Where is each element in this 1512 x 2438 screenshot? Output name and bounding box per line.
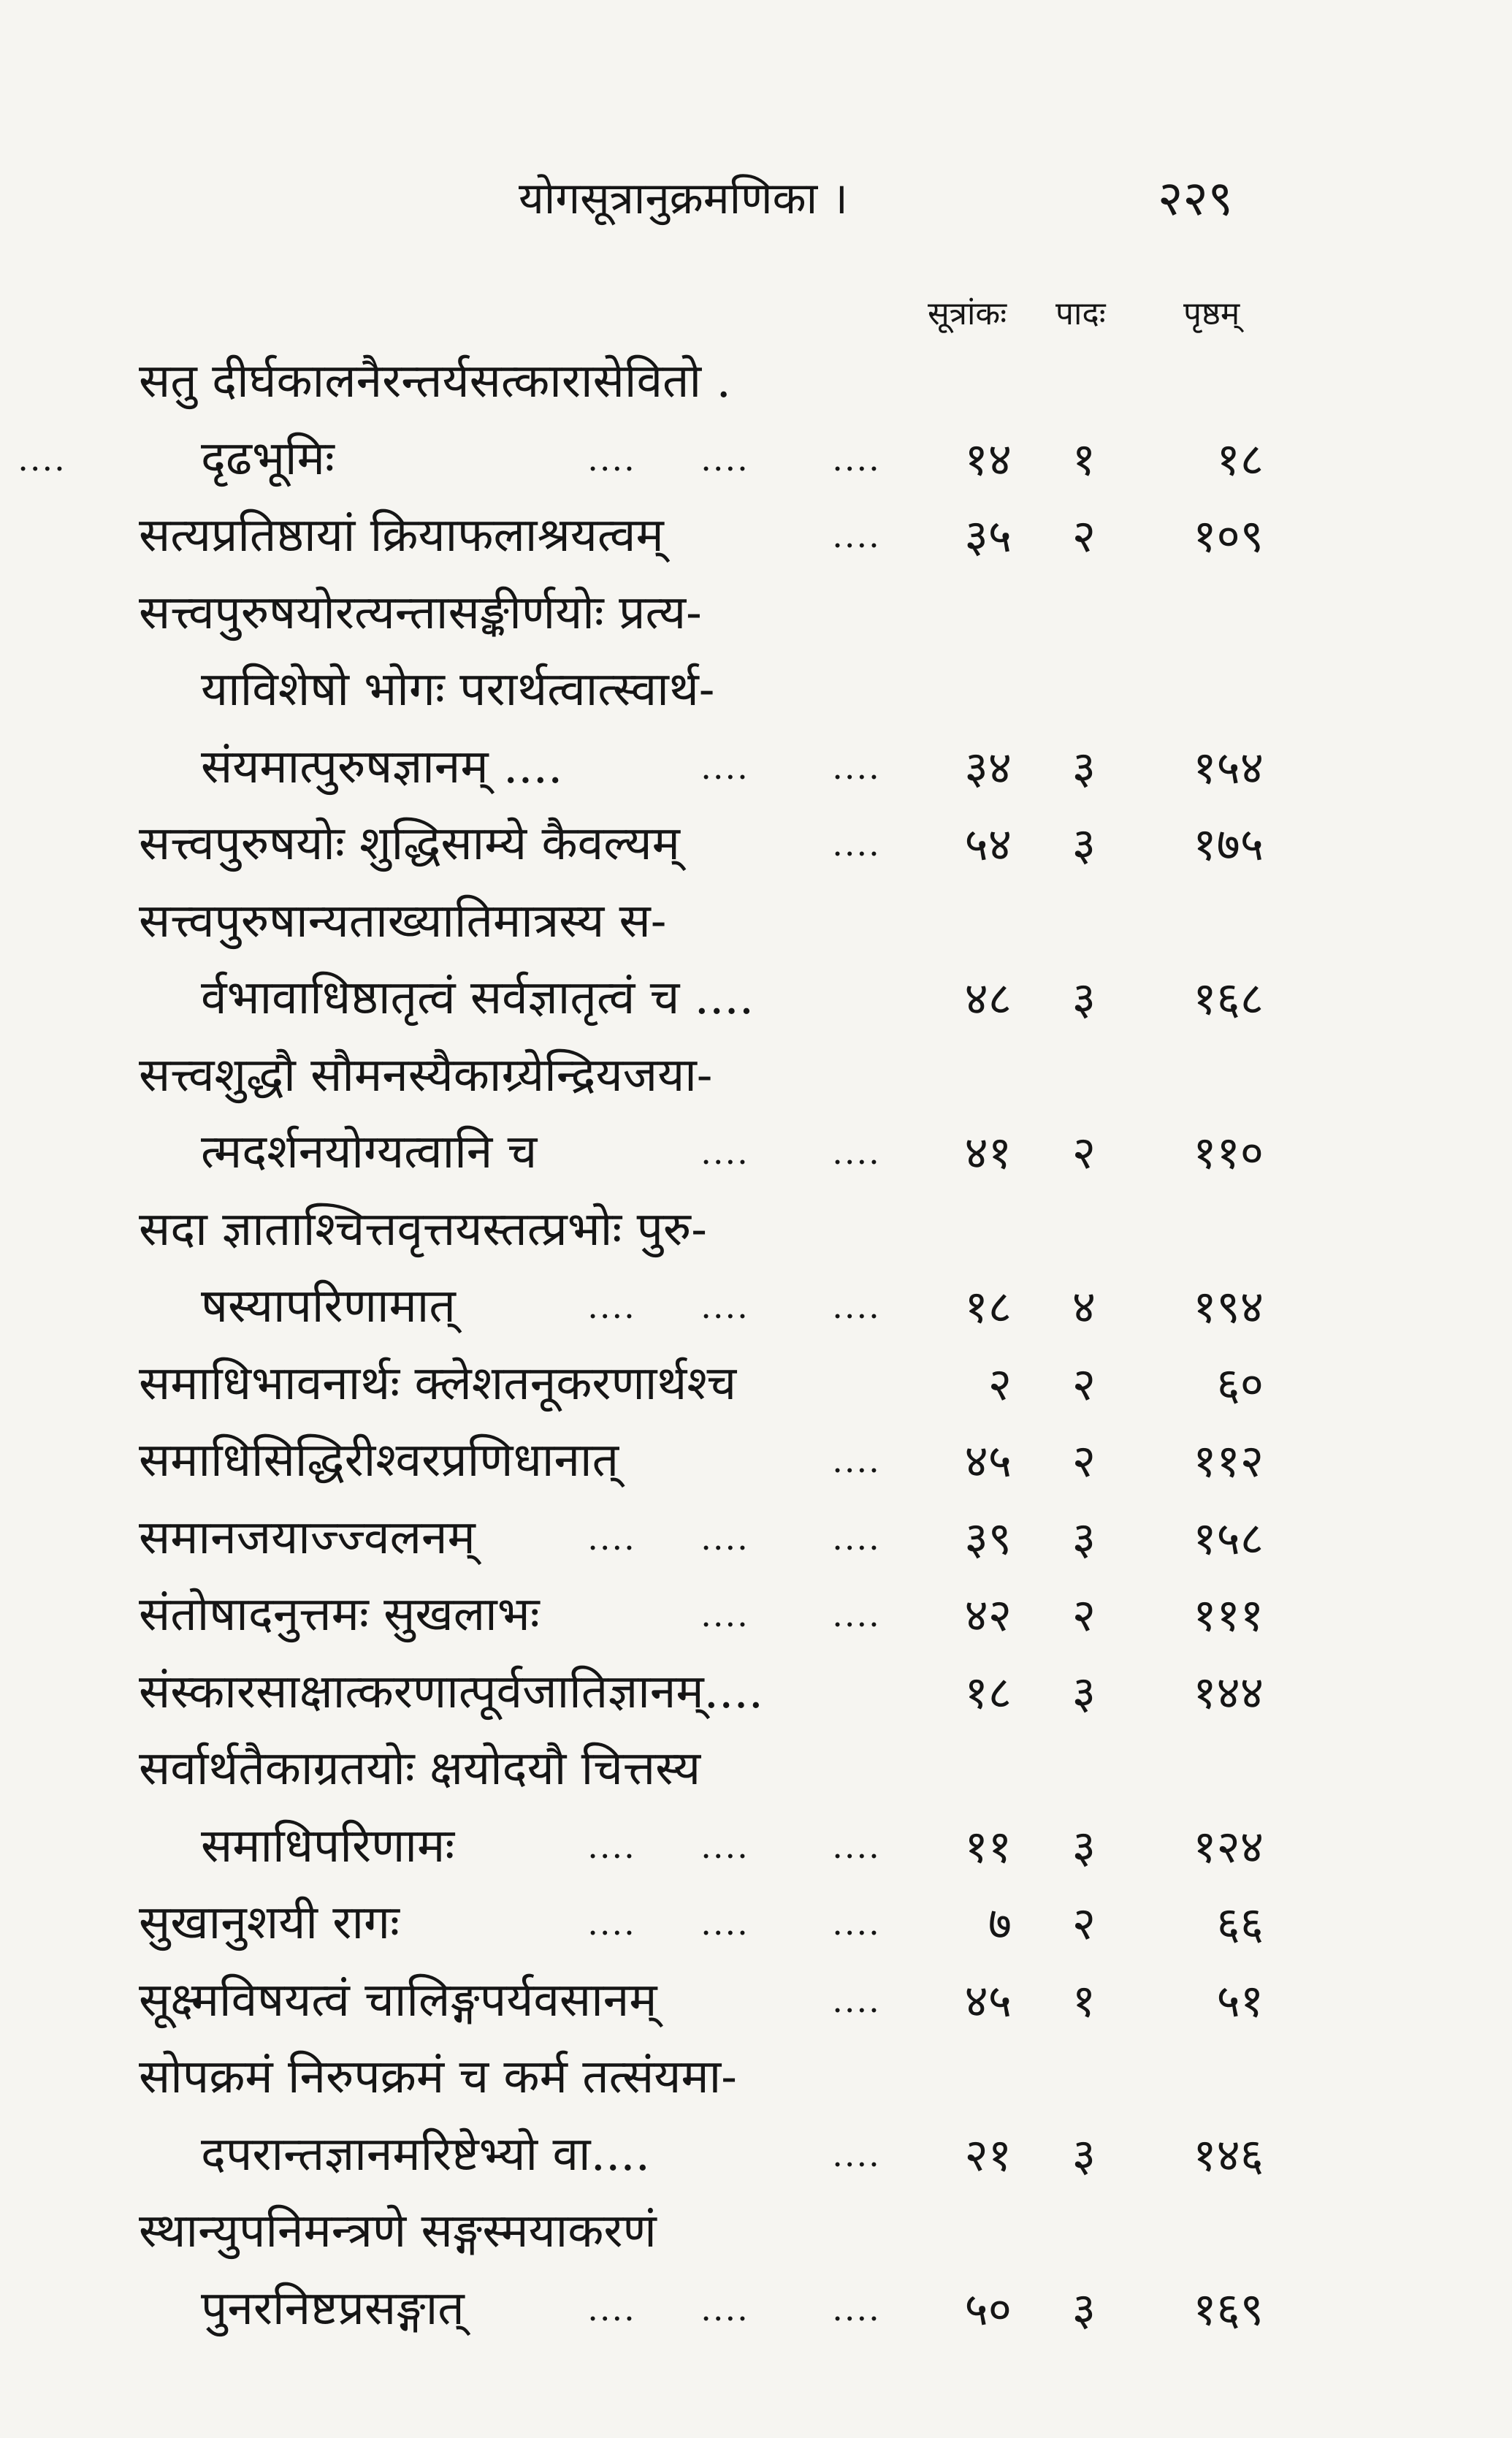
sutra-text: स्थान्युपनिमन्त्रणे सङ्गस्मयाकरणं bbox=[139, 2204, 657, 2258]
dot-leader: .... bbox=[700, 1903, 749, 1943]
entry-line bbox=[0, 2193, 1512, 2271]
dot-leader: .... bbox=[832, 1903, 881, 1943]
dot-leader: .... bbox=[587, 1287, 636, 1326]
entry-line bbox=[0, 652, 1512, 729]
dot-leader: .... bbox=[18, 438, 66, 479]
entry-line bbox=[0, 343, 1512, 421]
entry-line bbox=[0, 806, 1512, 883]
dot-leader: .... bbox=[700, 747, 749, 787]
sutra-text: समाधिपरिणामः bbox=[201, 1818, 455, 1873]
dot-leader: .... bbox=[700, 438, 749, 479]
dot-leader: .... bbox=[832, 1826, 881, 1866]
page-ref: १४६ bbox=[1193, 2127, 1264, 2182]
index-entry bbox=[0, 1037, 1512, 1192]
sutra-number: ४१ bbox=[964, 1126, 1012, 1179]
pada-number: ३ bbox=[1072, 1511, 1096, 1565]
index-entry bbox=[0, 2193, 1512, 2347]
page-ref: ११२ bbox=[1193, 1434, 1264, 1487]
dot-leader: .... bbox=[832, 747, 881, 787]
dot-leader: .... bbox=[832, 2288, 881, 2328]
sutra-number: ७ bbox=[988, 1897, 1012, 1950]
dot-leader: .... bbox=[700, 1595, 749, 1634]
page-ref: १४४ bbox=[1193, 1665, 1264, 1719]
entry-line bbox=[0, 960, 1512, 1037]
entry-line bbox=[0, 1962, 1512, 2040]
sutra-number: ४८ bbox=[964, 972, 1012, 1025]
page-ref: १५४ bbox=[1193, 740, 1264, 794]
sutra-text: पुनरनिष्टप्रसङ्गात् bbox=[201, 2281, 465, 2336]
dot-leader: .... bbox=[832, 1980, 881, 2020]
pada-number: ३ bbox=[1072, 1819, 1096, 1873]
index-entry bbox=[0, 1422, 1512, 1500]
pada-number: २ bbox=[1072, 1588, 1096, 1642]
page-ref: १६९ bbox=[1193, 2282, 1264, 2336]
dot-leader: .... bbox=[832, 1517, 881, 1558]
entry-line bbox=[0, 1808, 1512, 1886]
page-ref: १८ bbox=[1216, 432, 1264, 486]
sutra-text: सत्त्वपुरुषयोरत्यन्तासङ्कीर्णयोः प्रत्य- bbox=[139, 585, 702, 640]
pada-number: २ bbox=[1072, 1357, 1096, 1411]
sutra-text: संस्कारसाक्षात्करणात्पूर्वजातिज्ञानम्.... bbox=[139, 1664, 764, 1719]
entry-line bbox=[0, 1885, 1512, 1962]
dot-leader: .... bbox=[832, 1287, 881, 1326]
index-entry bbox=[0, 1731, 1512, 1885]
sutra-text: सदा ज्ञाताश्चित्तवृत्तयस्तत्प्रभोः पुरु- bbox=[139, 1202, 707, 1257]
sutra-text: याविशेषो भोगः परार्थत्वात्स्वार्थ- bbox=[201, 663, 715, 717]
pada-number: २ bbox=[1072, 1126, 1096, 1179]
sutra-number: ५४ bbox=[964, 818, 1012, 871]
page-ref: १७५ bbox=[1193, 818, 1264, 871]
entry-line bbox=[0, 1192, 1512, 1269]
pada-number: ३ bbox=[1072, 2282, 1096, 2336]
page-ref: १२४ bbox=[1193, 1819, 1264, 1873]
sutra-text: सत्त्वपुरुषान्यताख्यातिमात्रस्य स- bbox=[139, 894, 667, 948]
dot-leader: .... bbox=[832, 1595, 881, 1634]
sutra-text: त्मदर्शनयोग्यत्वानि च bbox=[201, 1125, 538, 1179]
dot-leader: .... bbox=[832, 824, 881, 864]
page-ref: १६८ bbox=[1193, 972, 1264, 1025]
entry-line bbox=[0, 1114, 1512, 1192]
page-ref: १०९ bbox=[1193, 509, 1264, 563]
dot-leader: .... bbox=[832, 516, 881, 555]
sutra-text: सतु दीर्घकालनैरन्तर्यसत्कारासेवितो . bbox=[139, 354, 731, 408]
dot-leader: .... bbox=[832, 438, 881, 479]
sutra-text: षस्यापरिणामात् bbox=[201, 1279, 456, 1333]
index-entry bbox=[0, 1654, 1512, 1732]
page-ref: १९४ bbox=[1193, 1280, 1264, 1333]
pada-number: ३ bbox=[1072, 818, 1096, 871]
pada-number: २ bbox=[1072, 1434, 1096, 1487]
dot-leader: .... bbox=[700, 1826, 749, 1866]
sutra-text: समाधिभावनार्थः क्लेशतनूकरणार्थश्च bbox=[139, 1356, 737, 1411]
index-entry bbox=[0, 343, 1512, 498]
column-header-pada: पादः bbox=[1055, 295, 1106, 332]
sutra-number: ३९ bbox=[964, 1511, 1012, 1565]
entry-line bbox=[0, 2271, 1512, 2348]
index-entry bbox=[0, 883, 1512, 1037]
sutra-number: २१ bbox=[964, 2127, 1012, 2182]
sutra-number: ४५ bbox=[964, 1434, 1012, 1487]
index-entry bbox=[0, 2039, 1512, 2193]
sutra-text: संयमात्पुरुषज्ञानम् .... bbox=[201, 739, 563, 794]
page-ref: ११० bbox=[1193, 1126, 1264, 1179]
entry-line bbox=[0, 1577, 1512, 1654]
page-ref: ६० bbox=[1216, 1357, 1264, 1411]
entry-line bbox=[0, 1422, 1512, 1500]
dot-leader: .... bbox=[587, 1826, 636, 1866]
pada-number: १ bbox=[1072, 432, 1096, 486]
sutra-text: दृढभूमिः bbox=[201, 431, 335, 486]
pada-number: १ bbox=[1072, 1973, 1096, 2027]
sutra-number: ४२ bbox=[964, 1588, 1012, 1642]
index-entry bbox=[0, 575, 1512, 807]
index-entry bbox=[0, 1346, 1512, 1423]
dot-leader: .... bbox=[587, 438, 636, 479]
sutra-number: १४ bbox=[964, 432, 1012, 486]
sutra-text: दपरान्तज्ञानमरिष्टेभ्यो वा.... bbox=[201, 2127, 650, 2182]
dot-leader: .... bbox=[587, 1903, 636, 1943]
dot-leader: .... bbox=[700, 1287, 749, 1326]
entry-line bbox=[0, 1037, 1512, 1115]
sutra-text: समाधिसिद्धिरीश्वरप्रणिधानात् bbox=[139, 1433, 619, 1487]
pada-number: २ bbox=[1072, 1897, 1096, 1950]
index-entry bbox=[0, 1962, 1512, 2040]
dot-leader: .... bbox=[832, 2134, 881, 2174]
index-entry bbox=[0, 806, 1512, 883]
page-ref: १५८ bbox=[1193, 1511, 1264, 1565]
pada-number: ३ bbox=[1072, 2127, 1096, 2182]
dot-leader: .... bbox=[832, 1441, 881, 1480]
sutra-text: सर्वार्थतैकाग्रतयोः क्षयोदयौ चित्तस्य bbox=[139, 1742, 701, 1796]
pada-number: ३ bbox=[1072, 1665, 1096, 1719]
page-number: २२९ bbox=[1158, 170, 1233, 226]
entry-line bbox=[0, 1654, 1512, 1732]
sutra-number: ११ bbox=[964, 1819, 1012, 1873]
sutra-index-list bbox=[0, 343, 1512, 2347]
page-ref: ६६ bbox=[1216, 1897, 1264, 1950]
sutra-number: ५० bbox=[964, 2282, 1012, 2336]
sutra-text: सत्त्वशुद्धौ सौमनस्यैकाग्र्येन्द्रियजया- bbox=[139, 1048, 713, 1102]
pada-number: २ bbox=[1072, 509, 1096, 563]
sutra-number: १८ bbox=[964, 1665, 1012, 1719]
sutra-text: सुखानुशयी रागः bbox=[139, 1896, 400, 1950]
entry-line bbox=[0, 1500, 1512, 1577]
column-header-page: पृष्ठम् bbox=[1183, 295, 1240, 332]
entry-line bbox=[0, 2039, 1512, 2117]
sutra-text: समानजयाज्ज्वलनम् bbox=[139, 1510, 476, 1565]
index-entry bbox=[0, 1577, 1512, 1654]
sutra-text: संतोषादनुत्तमः सुखलाभः bbox=[139, 1588, 540, 1642]
running-title: योगसूत्रानुक्रमणिका । bbox=[519, 173, 848, 224]
sutra-number: ३४ bbox=[964, 740, 1012, 794]
index-entry bbox=[0, 1885, 1512, 1962]
dot-leader: .... bbox=[832, 1132, 881, 1172]
page-ref: ५१ bbox=[1216, 1973, 1264, 2027]
entry-line bbox=[0, 883, 1512, 961]
sutra-text: सोपक्रमं निरुपक्रमं च कर्म तत्संयमा- bbox=[139, 2050, 737, 2104]
index-entry bbox=[0, 498, 1512, 575]
sutra-number: ३५ bbox=[964, 509, 1012, 563]
page-ref: १११ bbox=[1193, 1588, 1264, 1642]
sutra-text: सूक्ष्मविषयत्वं चालिङ्गपर्यवसानम् bbox=[139, 1973, 657, 2027]
index-entry bbox=[0, 1192, 1512, 1346]
entry-line bbox=[0, 729, 1512, 807]
sutra-text: सत्यप्रतिष्ठायां क्रियाफलाश्रयत्वम् bbox=[139, 508, 664, 563]
entry-line bbox=[0, 1346, 1512, 1423]
entry-line bbox=[0, 1268, 1512, 1346]
sutra-text: सत्त्वपुरुषयोः शुद्धिसाम्ये कैवल्यम् bbox=[139, 817, 680, 871]
entry-line bbox=[0, 498, 1512, 575]
entry-line bbox=[0, 1731, 1512, 1808]
sutra-number: १८ bbox=[964, 1280, 1012, 1333]
dot-leader: .... bbox=[700, 1132, 749, 1172]
dot-leader: .... bbox=[700, 1517, 749, 1558]
column-header-sutra: सूत्रांकः bbox=[928, 295, 1007, 332]
sutra-number: ४५ bbox=[964, 1973, 1012, 2027]
entry-line bbox=[0, 421, 1512, 498]
index-entry bbox=[0, 1500, 1512, 1577]
entry-line bbox=[0, 2117, 1512, 2194]
dot-leader: .... bbox=[700, 2288, 749, 2328]
pada-number: ३ bbox=[1072, 740, 1096, 794]
pada-number: ३ bbox=[1072, 972, 1096, 1025]
sutra-number: २ bbox=[988, 1357, 1012, 1411]
sutra-text: र्वभावाधिष्ठातृत्वं सर्वज्ञातृत्वं च .... bbox=[201, 971, 755, 1025]
dot-leader: .... bbox=[587, 1517, 636, 1558]
pada-number: ४ bbox=[1072, 1280, 1096, 1333]
entry-line bbox=[0, 575, 1512, 652]
dot-leader: .... bbox=[587, 2288, 636, 2328]
